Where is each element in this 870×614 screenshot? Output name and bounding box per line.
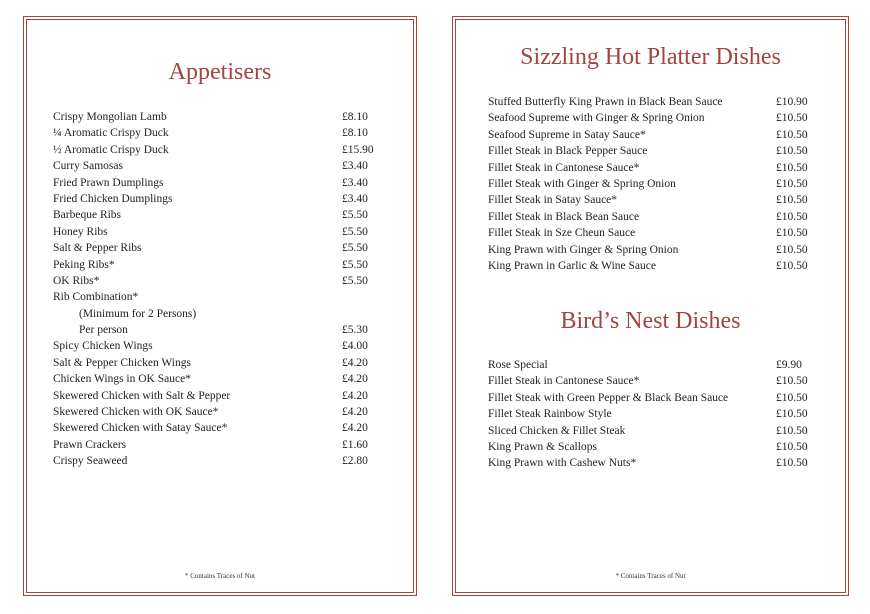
menu-item-name: Fillet Steak with Ginger & Spring Onion	[488, 177, 676, 190]
menu-item	[53, 437, 383, 453]
menu-item-name: Fillet Steak in Sze Cheun Sauce	[488, 227, 636, 240]
menu-item-price: £5.50	[342, 225, 368, 238]
appetisers-list	[53, 109, 383, 470]
menu-item	[488, 439, 828, 455]
footnote-right: * Contains Traces of Nut	[615, 572, 686, 580]
menu-item-price: £9.90	[776, 359, 802, 371]
menu-item-price: £15.90	[342, 143, 374, 156]
menu-item-price: £4.20	[342, 422, 368, 435]
menu-item-price: £10.50	[776, 194, 808, 207]
menu-item-name: Salt & Pepper Chicken Wings	[53, 356, 191, 369]
menu-item-name: Curry Samosas	[53, 160, 123, 173]
menu-item-name: Stuffed Butterfly King Prawn in Black Bean Sauce	[488, 96, 723, 108]
menu-item	[53, 125, 383, 141]
menu-item	[488, 455, 828, 471]
menu-item-name: Crispy Mongolian Lamb	[53, 111, 167, 123]
menu-item	[53, 273, 383, 289]
menu-item	[488, 242, 828, 258]
menu-item-name: Seafood Supreme in Satay Sauce*	[488, 128, 646, 141]
menu-item	[488, 110, 828, 126]
menu-item-price: £5.50	[342, 258, 368, 271]
menu-item-price: £5.50	[342, 209, 368, 222]
menu-item-name: Skewered Chicken with OK Sauce*	[53, 406, 219, 419]
menu-item	[53, 453, 383, 469]
menu-item	[53, 371, 383, 387]
menu-item-name: Per person	[79, 324, 128, 337]
menu-item	[488, 94, 828, 110]
menu-item-price: £10.50	[776, 210, 808, 223]
menu-item-price: £1.60	[342, 438, 368, 451]
appetisers-title: Appetisers	[168, 59, 272, 85]
menu-item-name: Fried Prawn Dumplings	[53, 176, 164, 189]
menu-item-name: Sliced Chicken & Fillet Steak	[488, 424, 626, 437]
menu-item	[488, 176, 828, 192]
menu-item-price: £5.50	[342, 242, 368, 255]
menu-item	[53, 158, 383, 174]
menu-item-name: Skewered Chicken with Salt & Pepper	[53, 389, 231, 402]
menu-item	[53, 257, 383, 273]
menu-item-name: ¼ Aromatic Crispy Duck	[53, 127, 169, 140]
menu-item-price: £2.80	[342, 455, 368, 468]
sizzling-list	[488, 94, 828, 274]
menu-item	[53, 207, 383, 223]
menu-item	[488, 423, 828, 439]
menu-item-price: £10.50	[776, 161, 808, 174]
menu-item-name: Skewered Chicken with Satay Sauce*	[53, 422, 228, 435]
menu-item-price: £10.50	[776, 145, 808, 158]
menu-item-name: Fillet Steak in Black Bean Sauce	[488, 210, 640, 223]
menu-item-price: £8.10	[342, 111, 368, 123]
menu-item-name: Honey Ribs	[53, 225, 108, 238]
menu-item-name: Fillet Steak in Black Pepper Sauce	[488, 145, 648, 158]
menu-item-price: £3.40	[342, 192, 368, 205]
menu-item-price: £10.50	[776, 424, 808, 437]
menu-item-name: Fillet Steak Rainbow Style	[488, 408, 612, 421]
menu-item-price: £10.50	[776, 408, 808, 421]
menu-item-price: £3.40	[342, 160, 368, 173]
menu-item-name: Salt & Pepper Ribs	[53, 242, 142, 255]
menu-item	[53, 142, 383, 158]
menu-item-price: £10.50	[776, 457, 808, 470]
menu-item-name: Fillet Steak in Cantonese Sauce*	[488, 375, 640, 388]
menu-item-name: Fillet Steak with Green Pepper & Black Bean Sauce	[488, 391, 729, 404]
menu-item	[53, 404, 383, 420]
sizzling-title: Sizzling Hot Platter Dishes	[520, 44, 781, 70]
menu-item	[488, 192, 828, 208]
birds-nest-list	[488, 357, 828, 472]
menu-item	[488, 225, 828, 241]
menu-item-price: £10.50	[776, 259, 808, 272]
menu-item-price: £10.50	[776, 440, 808, 453]
menu-page-left	[23, 16, 417, 596]
footnote-left: * Contains Traces of Nut	[185, 572, 255, 580]
menu-item	[488, 258, 828, 274]
menu-item-price: £10.50	[776, 391, 808, 404]
menu-item	[53, 175, 383, 191]
menu-item	[53, 109, 383, 125]
menu-item-name: Prawn Crackers	[53, 438, 127, 451]
menu-item-name: Peking Ribs*	[53, 258, 115, 271]
birds-nest-title: Bird’s Nest Dishes	[560, 308, 741, 334]
menu-item-price: £4.20	[342, 356, 368, 369]
menu-item	[488, 357, 828, 373]
menu-item-price: £4.20	[342, 373, 368, 386]
menu-item-price: £10.50	[776, 128, 808, 141]
menu-item	[53, 388, 383, 404]
menu-item	[53, 224, 383, 240]
menu-item-price: £8.10	[342, 127, 368, 140]
menu-item-name: Fillet Steak in Cantonese Sauce*	[488, 161, 640, 174]
menu-item-price: £4.20	[342, 389, 368, 402]
menu-item	[488, 160, 828, 176]
menu-item-price: £10.50	[776, 177, 808, 190]
menu-item-name: Barbeque Ribs	[53, 209, 122, 222]
menu-item-price: £10.50	[776, 243, 808, 256]
menu-item-price: £10.90	[776, 96, 808, 108]
menu-item-name: Rib Combination*	[53, 291, 139, 304]
menu-item	[53, 191, 383, 207]
menu-item-name: Rose Special	[488, 359, 548, 371]
menu-item-name: Fried Chicken Dumplings	[53, 192, 173, 205]
menu-item-price: £3.40	[342, 176, 368, 189]
menu-item	[53, 355, 383, 371]
menu-item-name: Spicy Chicken Wings	[53, 340, 153, 353]
menu-item-name: Seafood Supreme with Ginger & Spring Onion	[488, 112, 705, 125]
menu-item	[53, 289, 383, 305]
menu-item-name: King Prawn with Ginger & Spring Onion	[488, 243, 679, 256]
menu-item-name: Crispy Seaweed	[53, 455, 128, 468]
menu-item	[53, 420, 383, 436]
menu-item	[53, 240, 383, 256]
menu-item-name: Fillet Steak in Satay Sauce*	[488, 194, 618, 207]
menu-item	[53, 322, 383, 338]
menu-item-price: £4.00	[342, 340, 368, 353]
menu-item-price: £10.50	[776, 227, 808, 240]
menu-item-name: King Prawn & Scallops	[488, 440, 597, 453]
menu-item-name: King Prawn with Cashew Nuts*	[488, 457, 637, 470]
menu-item-name: ½ Aromatic Crispy Duck	[53, 143, 169, 156]
menu-item	[53, 306, 383, 322]
menu-item	[488, 127, 828, 143]
menu-item-name: OK Ribs*	[53, 274, 100, 287]
menu-item-name: Chicken Wings in OK Sauce*	[53, 373, 191, 386]
menu-item	[488, 209, 828, 225]
menu-item	[53, 338, 383, 354]
menu-item	[488, 373, 828, 389]
menu-item	[488, 406, 828, 422]
menu-item	[488, 143, 828, 159]
menu-item-name: (Minimum for 2 Persons)	[79, 307, 197, 320]
menu-item-name: King Prawn in Garlic & Wine Sauce	[488, 259, 656, 272]
menu-item-price: £10.50	[776, 112, 808, 125]
menu-item-price: £5.50	[342, 274, 368, 287]
menu-item-price: £4.20	[342, 406, 368, 419]
menu-item-price: £10.50	[776, 375, 808, 388]
menu-item-price: £5.30	[342, 324, 368, 337]
menu-page-right	[452, 16, 849, 596]
menu-item	[488, 390, 828, 406]
